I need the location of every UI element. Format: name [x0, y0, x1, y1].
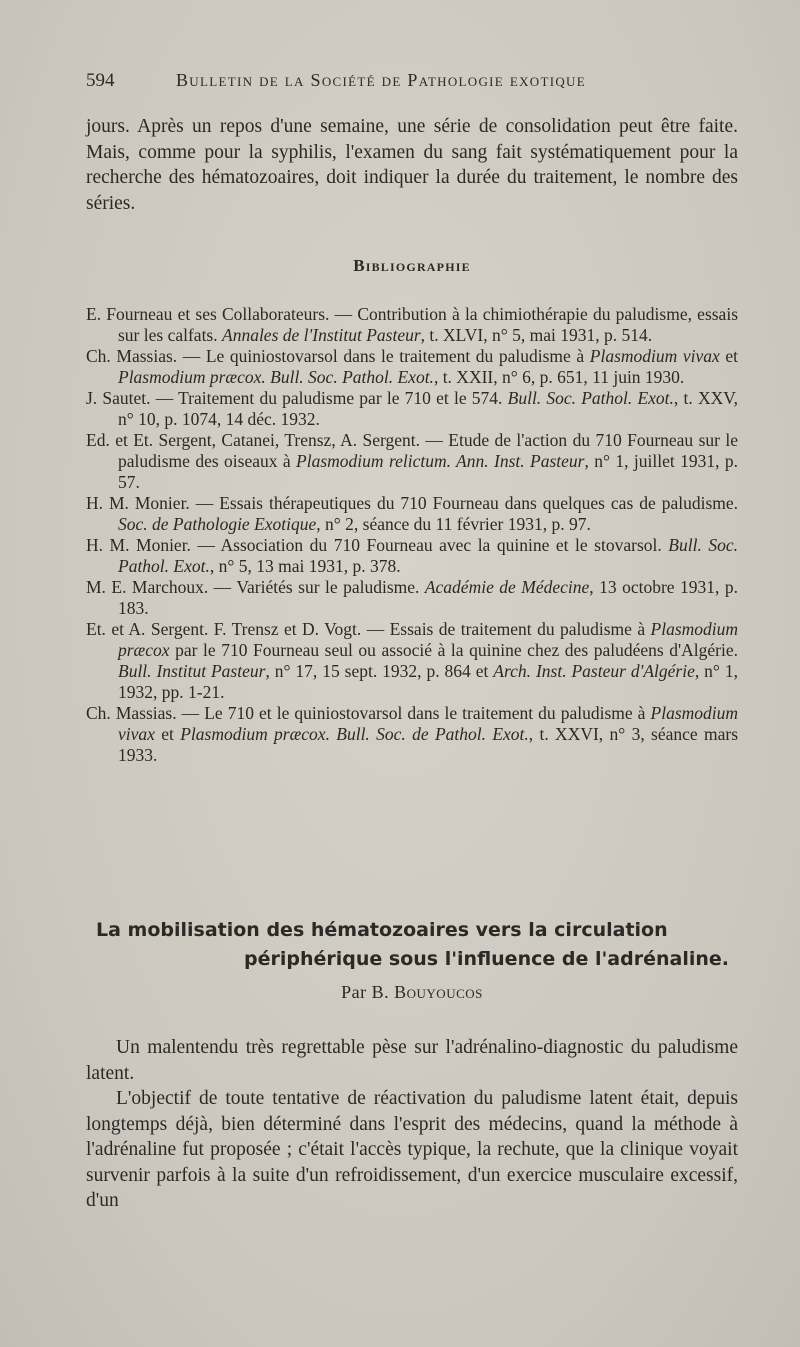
reference-details: , n° 1, 1932, pp. 1-21. [118, 661, 738, 702]
reference-details: , t. XXV, n° 10, p. 1074, 14 déc. 1932. [118, 388, 738, 429]
reference-details: , n° 1, juillet 1931, p. 57. [118, 451, 738, 492]
reference-text: — Variétés sur le paludisme. [208, 577, 425, 597]
reference-author: M. E. Marchoux. [86, 577, 209, 597]
reference-source: Plasmodium præcox. Bull. Soc. Pathol. Exot. [118, 367, 434, 387]
reference-source: Bull. Institut Pasteur [118, 661, 266, 681]
reference-entry [86, 535, 738, 577]
reference-entry [86, 577, 738, 619]
reference-source: Arch. Inst. Pasteur d'Algérie [493, 661, 695, 681]
article-title-line-1: La mobilisation des hématozoaires vers la circulation [96, 919, 668, 941]
page-number: 594 [86, 70, 115, 91]
reference-source: Plasmodium præcox. Bull. Soc. de Pathol. Exot. [180, 724, 529, 744]
reference-text: — Essais thérapeutiques du 710 Fourneau dans quelques cas de paludisme. [189, 493, 739, 513]
reference-text: et [154, 724, 181, 744]
reference-details: , 13 octobre 1931, p. 183. [118, 577, 738, 618]
reference-author: J. Sautet. [86, 388, 151, 408]
journal-title: Bulletin de la Société de Pathologie exotique [176, 70, 586, 90]
reference-author: Ch. Massias. [86, 703, 177, 723]
reference-text: — Contribution à la chimiothérapie du paludisme, essais sur les calfats. [118, 304, 738, 345]
intro-paragraph: jours. Après un repos d'une semaine, une série de consolidation peut être faite. Mais, comme pour la syphilis, l'examen du sang fait systématiquement pour la recherche des hématozoaires, doit indiquer la durée du traitement, le nombre des séries. [86, 116, 738, 214]
reference-source: Bull. Soc. Pathol. Exot. [118, 535, 738, 576]
reference-source: Plasmodium præcox [118, 619, 739, 660]
reference-source: Plasmodium relictum. Ann. Inst. Pasteur [296, 451, 585, 471]
reference-details: , n° 2, séance du 11 février 1931, p. 97. [316, 514, 591, 534]
reference-entry [86, 388, 738, 430]
reference-entry [86, 493, 738, 535]
reference-source: Bull. Soc. Pathol. Exot. [507, 388, 674, 408]
reference-author: Et. et A. Sergent. F. Trensz et D. Vogt. [86, 619, 362, 639]
reference-entry [86, 430, 738, 493]
reference-text: — Traitement du paludisme par le 710 et le 574. [150, 388, 508, 408]
reference-source: Plasmodium vivax [589, 346, 720, 366]
reference-details: , n° 17, 15 sept. 1932, p. 864 et [265, 661, 494, 681]
body-paragraph: L'objectif de toute tentative de réactivation du paludisme latent était, depuis longtemps déjà, bien déterminé dans l'esprit des médecins, quand la méthode à l'adrénaline fut proposée ; c'était l'accès typique, la rechute, que la clinique voyait survenir parfois à la suite d'un refroidissement, d'un exercice musculaire excessif, d'un [86, 1088, 738, 1211]
reference-entry [86, 619, 738, 703]
author-name: B. Bouyoucos [371, 982, 483, 1002]
reference-text: et [719, 346, 738, 366]
reference-details: , t. XXII, n° 6, p. 651, 11 juin 1930. [433, 367, 685, 387]
reference-author: Ch. Massias. [86, 346, 178, 366]
reference-entry [86, 346, 738, 388]
reference-entry [86, 703, 738, 766]
bibliography-heading: Bibliographie [353, 256, 471, 275]
reference-author: Ed. et Et. Sergent, Catanei, Trensz, A. Sergent. [86, 430, 421, 450]
author-prefix: Par [341, 982, 367, 1002]
bibliography-list [86, 304, 738, 766]
reference-entry [86, 304, 738, 346]
article-author [86, 982, 738, 1003]
article-title-line-2: périphérique sous l'influence de l'adrénaline. [244, 948, 729, 970]
reference-source: Plasmodium vivax [118, 703, 739, 744]
reference-details: , n° 5, 13 mai 1931, p. 378. [209, 556, 401, 576]
reference-author: E. Fourneau et ses Collaborateurs. [86, 304, 330, 324]
reference-source: Annales de l'Institut Pasteur [222, 325, 421, 345]
reference-source: Soc. de Pathologie Exotique [118, 514, 317, 534]
reference-text: — Essais de traitement du paludisme à [361, 619, 651, 639]
reference-text: — Etude de l'action du 710 Fourneau sur le paludisme des oiseaux à [118, 430, 738, 471]
reference-text: par le 710 Fourneau seul ou associé à la quinine chez des paludéens d'Algérie. [169, 640, 738, 660]
reference-author: H. M. Monier. [86, 493, 190, 513]
reference-author: H. M. Monier. [86, 535, 191, 555]
body-paragraph: Un malentendu très regrettable pèse sur l'adrénalino-diagnostic du paludisme latent. [86, 1037, 738, 1084]
running-head [86, 70, 738, 92]
reference-details: , t. XXVI, n° 3, séance mars 1933. [118, 724, 739, 765]
reference-text: — Association du 710 Fourneau avec la quinine et le stovarsol. [190, 535, 669, 555]
article-title [86, 916, 738, 974]
reference-text: — Le quiniostovarsol dans le traitement du paludisme à [177, 346, 590, 366]
reference-text: — Le 710 et le quiniostovarsol dans le traitement du paludisme à [176, 703, 651, 723]
reference-details: , t. XLVI, n° 5, mai 1931, p. 514. [420, 325, 653, 345]
reference-source: Académie de Médecine [424, 577, 590, 597]
